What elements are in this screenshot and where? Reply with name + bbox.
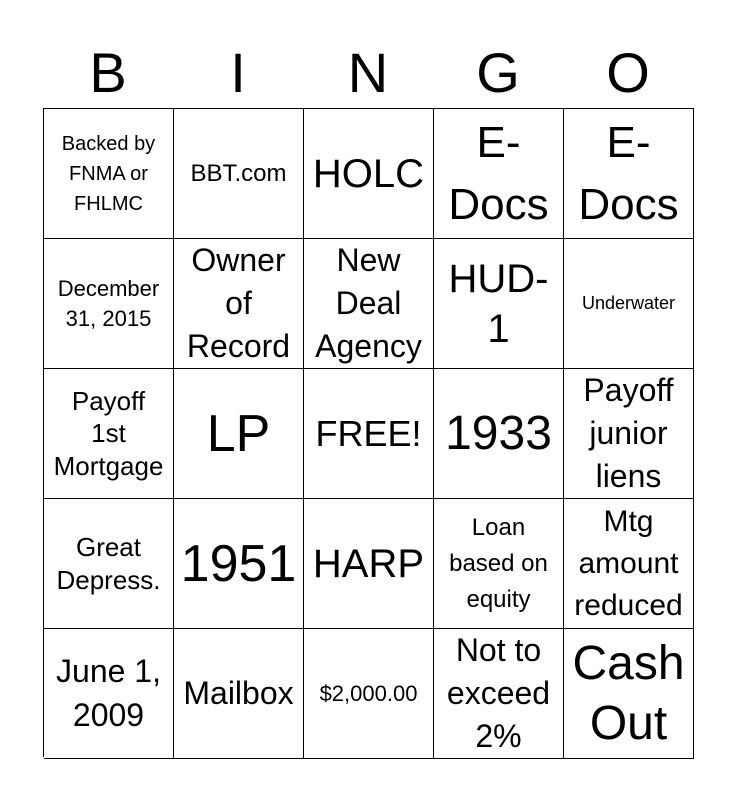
bingo-cell[interactable] xyxy=(564,499,694,629)
cell-text: Payoff junior liens xyxy=(583,371,674,495)
bingo-cell[interactable] xyxy=(304,109,434,239)
bingo-cell[interactable] xyxy=(44,499,174,629)
bingo-cell[interactable] xyxy=(44,629,174,759)
cell-text: $2,000.00 xyxy=(319,680,418,706)
cell-text: HOLC xyxy=(312,151,425,196)
bingo-cell[interactable] xyxy=(304,239,434,369)
bingo-board xyxy=(43,108,694,757)
cell-text: HARP xyxy=(312,541,425,586)
cell-text: Loan based on equity xyxy=(449,513,548,613)
bingo-cell[interactable] xyxy=(434,499,564,629)
header-letter-g: G xyxy=(476,41,520,104)
cell-text: E- Docs xyxy=(448,117,549,229)
cell-text: Underwater xyxy=(581,293,676,313)
bingo-cell[interactable] xyxy=(434,629,564,759)
cell-text: Backed by FNMA or FHLMC xyxy=(61,132,156,215)
bingo-cell[interactable] xyxy=(434,369,564,499)
cell-text: Payoff 1st Mortgage xyxy=(53,385,164,481)
header-letter-o: O xyxy=(606,41,650,104)
cell-text: June 1, 2009 xyxy=(56,653,161,733)
bingo-cell[interactable] xyxy=(174,369,304,499)
bingo-cell[interactable] xyxy=(44,109,174,239)
bingo-cell[interactable] xyxy=(434,109,564,239)
bingo-cell[interactable] xyxy=(174,629,304,759)
cell-text: 1951 xyxy=(180,534,297,593)
cell-text: LP xyxy=(206,404,271,463)
cell-text: BBT.com xyxy=(190,159,287,187)
bingo-cell[interactable] xyxy=(304,499,434,629)
bingo-cell[interactable] xyxy=(174,239,304,369)
bingo-cell[interactable] xyxy=(174,109,304,239)
cell-text: New Deal Agency xyxy=(315,241,422,365)
bingo-cell[interactable] xyxy=(564,629,694,759)
bingo-cell[interactable] xyxy=(434,239,564,369)
cell-text: Mtg amount reduced xyxy=(574,504,683,622)
header-letter-i: I xyxy=(230,41,246,104)
header-letter-b: B xyxy=(89,41,127,104)
cell-text: Great Depress. xyxy=(56,532,161,595)
cell-text: Mailbox xyxy=(183,674,294,711)
cell-text: Not to exceed 2% xyxy=(446,631,551,755)
cell-text: HUD- 1 xyxy=(448,256,549,351)
bingo-cell[interactable] xyxy=(564,109,694,239)
cell-text: FREE! xyxy=(315,412,422,454)
bingo-cell[interactable] xyxy=(564,369,694,499)
cell-text: December 31, 2015 xyxy=(57,275,160,331)
bingo-cell[interactable] xyxy=(304,629,434,759)
cell-text: Cash Out xyxy=(572,636,685,750)
bingo-header xyxy=(43,40,693,106)
header-letter-n: N xyxy=(347,41,389,104)
bingo-cell[interactable] xyxy=(44,369,174,499)
bingo-cell[interactable] xyxy=(44,239,174,369)
cell-text: Owner of Record xyxy=(186,241,291,365)
cell-text: 1933 xyxy=(445,407,552,460)
bingo-cell[interactable] xyxy=(564,239,694,369)
bingo-cell[interactable] xyxy=(304,369,434,499)
bingo-cell[interactable] xyxy=(174,499,304,629)
cell-text: E- Docs xyxy=(578,117,679,229)
